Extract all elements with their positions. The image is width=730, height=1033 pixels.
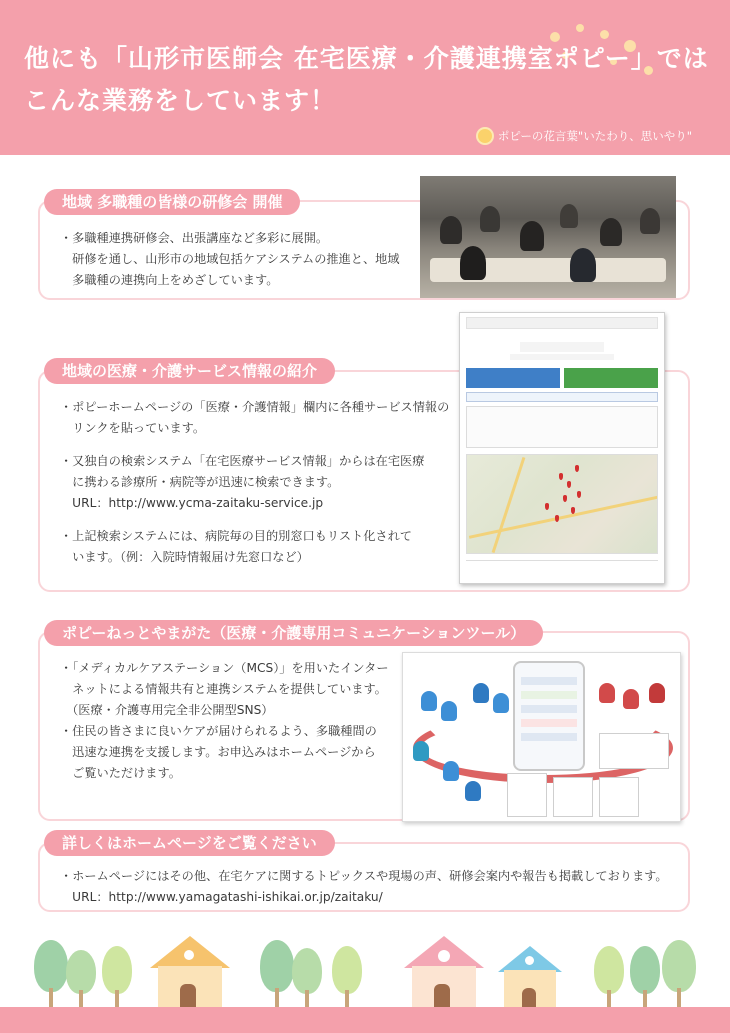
section-training-text [60, 228, 420, 291]
bullet-line: ・又独自の検索システム「在宅医療サービス情報」からは在宅医療 [60, 454, 425, 468]
website-screenshot [459, 312, 665, 584]
bullet-line: 多職種の連携向上をめざしています。 [60, 273, 279, 287]
bullet-line: ・ポピーホームページの「医療・介護情報」欄内に各種サービス情報の [60, 400, 450, 414]
bullet-line: ・上記検索システムには、病院毎の目的別窓口もリスト化されて [60, 529, 412, 543]
section-training-label: 地域 多職種の皆様の研修会 開催 [44, 189, 300, 215]
bullet-line: 迅速な連携を支援します。お申込みはホームページから [60, 745, 376, 759]
house-icon [498, 946, 562, 1008]
tree-icon [628, 946, 664, 1010]
tree-icon [64, 950, 100, 1010]
section-network-label: ポピーねっとやまがた（医療・介護専用コミュニケーションツール） [44, 620, 543, 646]
bullet-line: 研修を通し、山形市の地域包括ケアシステムの推進と、地域 [60, 252, 400, 266]
tagline-text: ポピーの花言葉"いたわり、思いやり" [497, 129, 692, 143]
tree-icon [592, 946, 628, 1010]
section-services-label: 地域の医療・介護サービス情報の紹介 [44, 358, 335, 384]
bullet-line: ・「メディカルケアステーション（MCS）」を用いたインター [60, 661, 389, 675]
bullet-line: ネットによる情報共有と連携システムを提供しています。 [60, 682, 387, 696]
tree-icon [660, 940, 700, 1010]
tree-icon [290, 948, 326, 1010]
map-thumbnail [466, 454, 658, 554]
tree-icon [330, 946, 366, 1010]
homepage-url[interactable]: URL：http://www.yamagatashi-ishikai.or.jp/zaitaku/ [60, 890, 383, 904]
section-homepage-label: 詳しくはホームページをご覧ください [44, 830, 335, 856]
section-network-text [60, 658, 400, 784]
bullet-line: ・住民の皆さまに良いケアが届けられるよう、多職種間の [60, 724, 377, 738]
house-icon [404, 936, 484, 1008]
bullet-line: います。（例：入院時情報届け先窓口など） [60, 550, 309, 564]
search-system-url[interactable]: URL：http://www.ycma-zaitaku-service.jp [60, 496, 324, 510]
tagline [478, 128, 692, 144]
header-banner [0, 0, 730, 155]
page-title [24, 38, 709, 122]
bullet-line: ・ホームページにはその他、在宅ケアに関するトピックスや現場の声、研修会案内や報告も掲載しております。 [60, 869, 668, 883]
section-services-text [60, 397, 455, 568]
page-title-line2: こんな業務をしています！ [24, 86, 337, 115]
section-homepage-text [60, 866, 685, 908]
flower-icon [478, 129, 492, 143]
page-title-line1: 他にも「山形市医師会 在宅医療・介護連携室ポピー」では [24, 44, 709, 73]
bullet-line: ・多職種連携研修会、出張講座など多彩に展開。 [60, 231, 329, 245]
bullet-line: に携わる診療所・病院等が迅速に検索できます。 [60, 475, 340, 489]
bullet-line: ご覧いただけます。 [60, 766, 181, 780]
house-icon [150, 936, 230, 1008]
bullet-line: リンクを貼っています。 [60, 421, 206, 435]
smartphone-illustration [513, 661, 585, 771]
training-photo [420, 176, 676, 298]
tree-icon [100, 946, 136, 1010]
bullet-line: （医療・介護専用完全非公開型SNS） [60, 703, 274, 717]
mcs-diagram [402, 652, 681, 822]
footer-band [0, 1007, 730, 1033]
